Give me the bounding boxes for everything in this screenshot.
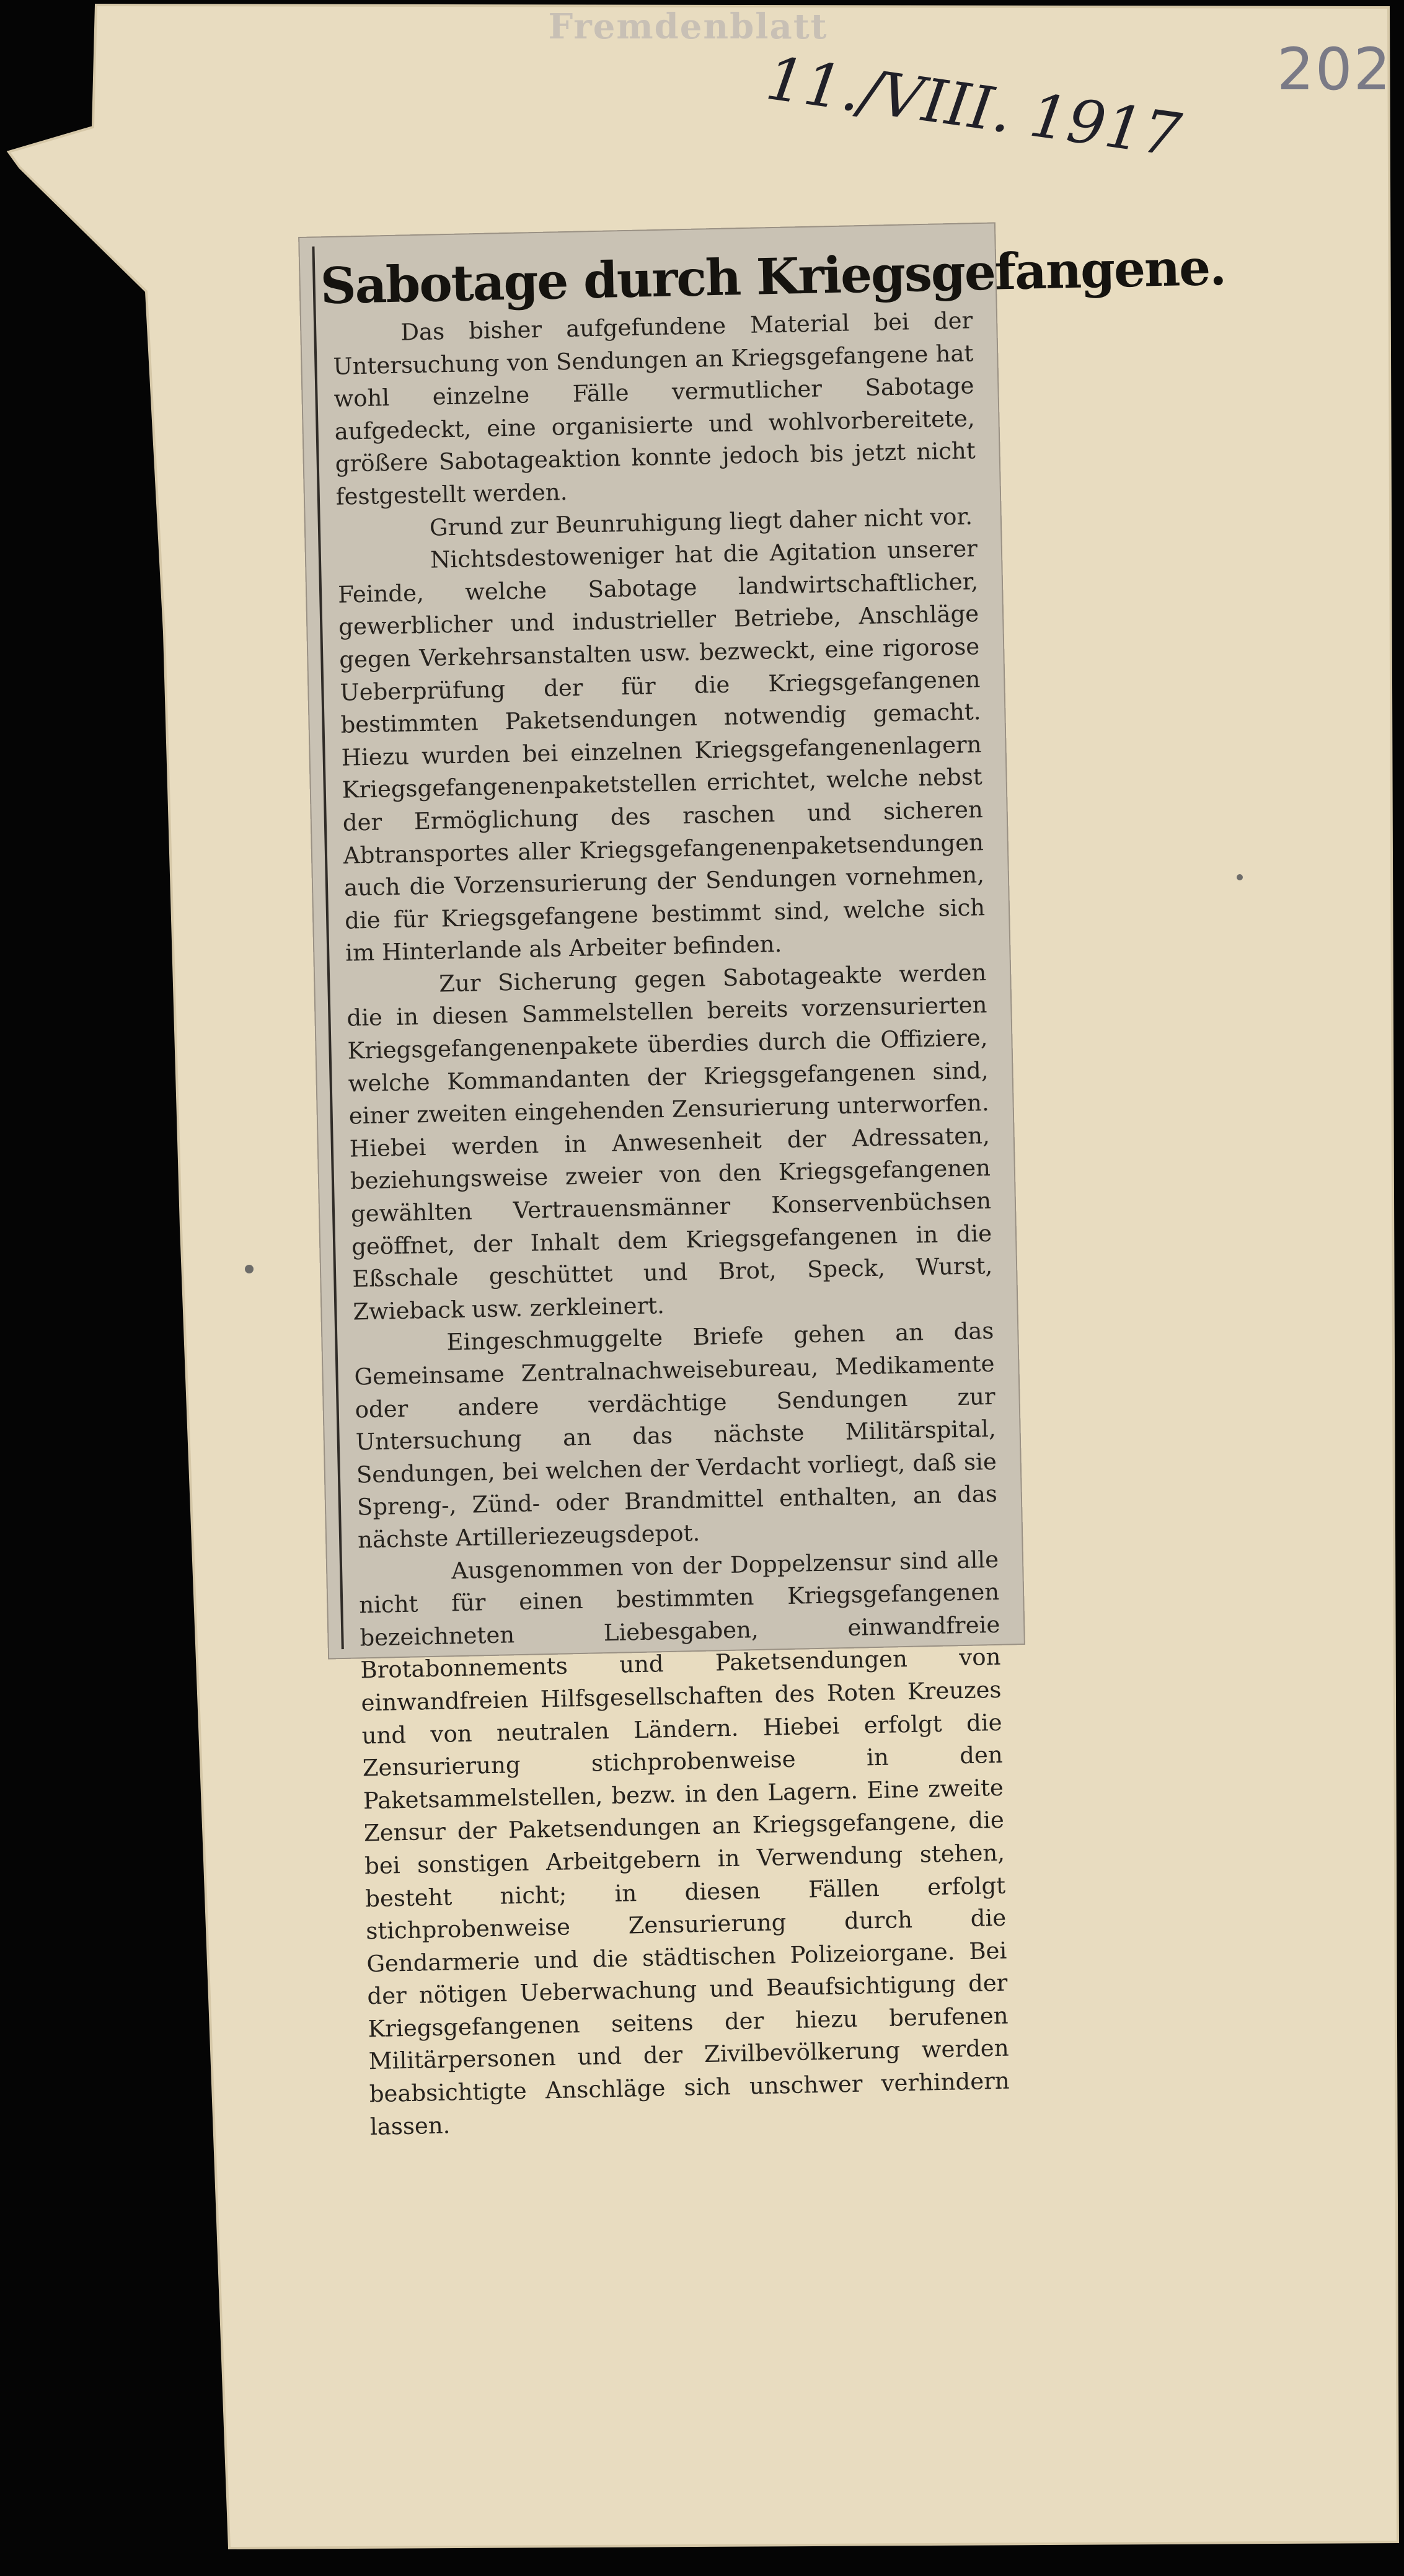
article-text bbox=[316, 304, 1022, 2144]
article-paragraph: Das bisher aufgefundene Material bei der Untersuchung von Sendungen an Kriegsgefangene hat wohl einzelne Fälle vermutlicher Sabotage aufgedeckt, eine organisierte und wohlvorbereitete, größere Sabotageaktion konnte jedoch bis jetzt nicht festgestellt werden. bbox=[333, 307, 976, 510]
handwritten-date: 11./VIII. 1917 bbox=[762, 43, 1185, 170]
article-paragraph: Nichtsdestoweniger hat die Agitation unserer Feinde, welche Sabotage landwirtschaftlicher, gewerblicher und industrieller Betriebe, Anschläge gegen Verkehrsanstalten usw. bezweckt, eine rigorose Ueberprüfung der für die Kriegsgefangenen bestimmten Paketsendungen notwendig gemacht. Hiezu wurden bei einzelnen Kriegsgefangenenlagern Kriegsgefangenenpaketstellen errichtet, welche nebst der Ermöglichung des raschen und sicheren Abtransportes aller Kriegsgefangenenpaketsendungen auch die Vorzensurierung der Sendungen vornehmen, die für Kriegsgefangene bestimmt sind, welche sich im Hinterlande als Arbeiter befinden. bbox=[337, 535, 986, 967]
article-paragraph: Eingeschmuggelte Briefe gehen an das Gemeinsame Zentralnachweisebureau, Medikamente oder andere verdächtige Sendungen zur Untersuchung an das nächste Militärspital, Sendungen, bei welchen der Verdacht vorliegt, daß sie Spreng-, Zünd- oder Brandmittel enthalten, an das nächste Artilleriezeugsdepot. bbox=[354, 1317, 998, 1554]
article-paragraph: Ausgenommen von der Doppelzensur sind alle nicht für einen bestimmten Kriegsgefangenen bezeichneten Liebesgaben, einwandfreie Brotabonnements und Paketsendungen von einwandfreien Hilfsgesellschaften des Roten Kreuzes und von neutralen Ländern. Hiebei erfolgt die Zensurierung stichprobenweise in den Paketsammelstellen, bezw. in den Lagern. Eine zweite Zensur der Paketsendungen an Kriegsgefangene, die bei sonstigen Arbeitgebern in Verwendung stehen, besteht nicht; in diesen Fällen erfolgt stichprobenweise Zensurierung durch die Gendarmerie und die städtischen Polizeiorgane. Bei der nötigen Ueberwachung und Beaufsichtigung der Kriegsgefangenen seitens der hiezu berufenen Militärpersonen und der Zivilbevölkerung werden beabsichtigte Anschläge sich unschwer verhindern lassen. bbox=[358, 1546, 1010, 2140]
newspaper-clipping bbox=[298, 222, 1226, 2140]
page-number: 202 bbox=[1277, 36, 1392, 104]
newspaper-name: Fremdenblatt bbox=[548, 6, 828, 47]
stain-mark bbox=[245, 1265, 254, 1273]
clipping-body bbox=[312, 232, 1226, 2140]
article-paragraph: Zur Sicherung gegen Sabotageakte werden die in diesen Sammelstellen bereits vorzensurierten Kriegsgefangenenpakete überdies durch die Offiziere, welche Kommandanten der Kriegsgefangenen sind, einer zweiten eingehenden Zensurierung unterworfen. Hiebei werden in Anwesenheit der Adressaten, beziehungsweise zweier von den Kriegsgefangenen gewählten Vertrauensmänner Konservenbüchsen geöffnet, der Inhalt dem Kriegsgefangenen in die Eßschale geschüttet und Brot, Speck, Wurst, Zwieback usw. zerkleinert. bbox=[347, 958, 993, 1326]
article-paragraph: Grund zur Beunruhigung liegt daher nicht vor. bbox=[429, 502, 973, 541]
article-headline: Sabotage durch Kriegsgefangene. bbox=[319, 237, 1226, 316]
stain-mark bbox=[1237, 874, 1243, 880]
